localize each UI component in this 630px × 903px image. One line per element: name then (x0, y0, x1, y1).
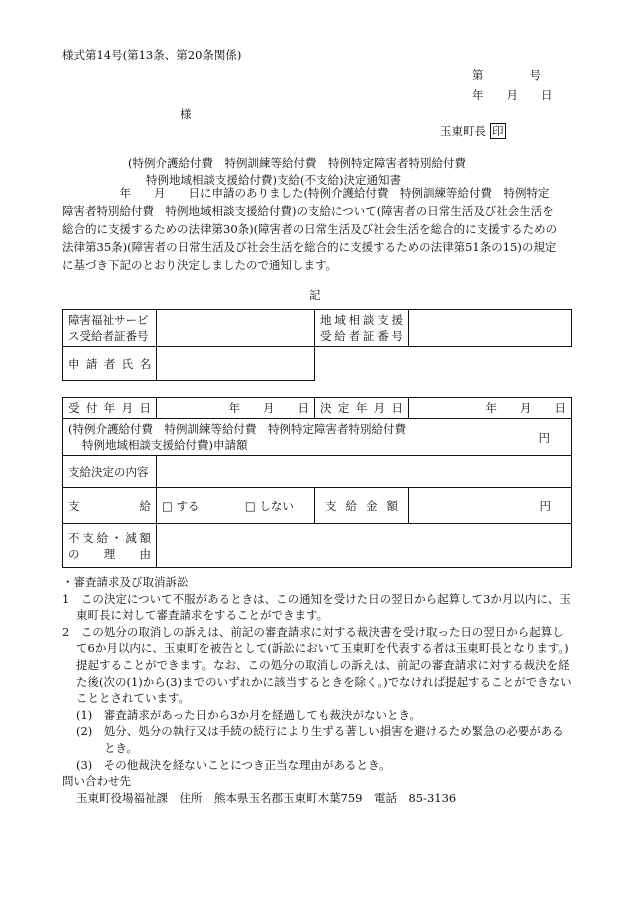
ki-marker: 記 (309, 288, 321, 302)
chiiki-cert-label: 地域相談支援 受給者証番号 (315, 310, 409, 347)
cert-number-label: 障害福祉サービ ス受給者証番号 (63, 310, 157, 347)
note-item-2: 2 この処分の取消しの訴えは、前記の審査請求に対する裁決書を受け取った日の翌日から起算して6か月以内に、玉東町を被告として(訴訟において玉東町を代表する者は玉東町長となります。)提起することができます。なお、この処分の取消しの訴えは、前記の審査請求に対する裁決を経た後(次の(1)から(3)までのいずれかに該当するときを除く。)でなければ提起することができないこととされています。 (62, 624, 572, 706)
decision-table (62, 397, 572, 568)
body-line: 障害者特別給付費 特例地域相談支援給付費)の支給について(障害者の日常生活及び社会生活を (62, 204, 554, 218)
title-line-1: (特例介護給付費 特例訓練等給付費 特例特定障害者特別給付費 (128, 156, 466, 170)
option-no-checkbox[interactable]: □ しない (244, 498, 294, 513)
contact-heading: 問い合わせ先 (62, 774, 131, 789)
payment-amount-label: 支給金額 (315, 488, 409, 524)
decision-date-value[interactable]: 年 月 日 (409, 398, 572, 419)
chiiki-cert-value[interactable] (409, 310, 572, 347)
body-line: 年 月 日に申請のありました(特例介護給付費 特例訓練等給付費 特例特定 (62, 186, 550, 200)
note-sub-3: (3) その他裁決を経ないことにつき正当な理由があるとき。 (76, 757, 391, 772)
body-text (62, 184, 572, 274)
decision-date-label: 決定年月日 (315, 398, 409, 419)
cert-number-value[interactable] (157, 310, 315, 347)
body-line: 法律第35条)(障害者の日常生活及び社会生活を総合的に支援するための法律第51条の15)の規定 (62, 240, 557, 254)
contact-detail: 玉東町役場福祉課 住所 熊本県玉名郡玉東町木葉759 電話 85-3136 (76, 790, 457, 805)
applicant-name-value[interactable] (157, 347, 315, 381)
decision-content-label: 支給決定の内容 (63, 456, 157, 488)
appeal-notes (62, 574, 574, 806)
option-yes-checkbox[interactable]: □ する (162, 498, 200, 513)
note-item-1: 1 この決定について不服があるときは、この通知を受けた日の翌日から起算して3か月以内に、玉東町長に対して審査請求をすることができます。 (62, 591, 571, 623)
application-amount-row (63, 419, 572, 456)
payment-options (157, 488, 315, 524)
amount-label-line-2: 特例地域相談支援給付費)申請額 (82, 438, 248, 452)
payment-amount-value[interactable]: 円 (409, 488, 572, 524)
seal-stamp: 印 (492, 124, 504, 138)
amount-label-line-1: (特例介護給付費 特例訓練等給付費 特例特定障害者特別給付費 (68, 422, 406, 436)
payment-label: 支給 (63, 488, 157, 524)
document-number-field: 第 号 (472, 68, 541, 82)
notes-heading: ・審査請求及び取消訴訟 (62, 575, 189, 589)
note-sub-1: (1) 審査請求があった日から3か月を経過しても裁決がないとき。 (76, 707, 422, 722)
note-sub-2: (2) 処分、処分の執行又は手続の続行により生ずる著しい損害を避けるため緊急の必要があるとき。 (76, 724, 564, 755)
empty-cell (409, 347, 572, 381)
yen-unit: 円 (538, 431, 550, 445)
applicant-name-label: 申請者氏名 (63, 347, 157, 381)
body-line: に基づき下記のとおり決定しましたので通知します。 (62, 258, 338, 272)
decision-content-value[interactable] (157, 456, 572, 488)
received-date-value[interactable]: 年 月 日 (157, 398, 315, 419)
recipient-suffix: 様 (180, 107, 192, 121)
issuer-name: 玉東町長 (440, 124, 486, 138)
issuer (440, 123, 506, 141)
issue-date-field: 年 月 日 (472, 88, 553, 102)
empty-cell (315, 347, 409, 381)
form-number: 様式第14号(第13条、第20条関係) (62, 48, 242, 62)
body-line: 総合的に支援するための法律第30条)(障害者の日常生活及び社会生活を総合的に支援するための (62, 222, 558, 236)
received-date-label: 受付年月日 (63, 398, 157, 419)
reason-label: 不支給・減額 の理由 (63, 524, 157, 568)
recipient-table (62, 309, 572, 381)
title-line-2: 特例地域相談支援給付費)支給(不支給)決定通知書 (146, 173, 401, 187)
reason-value[interactable] (157, 524, 572, 568)
